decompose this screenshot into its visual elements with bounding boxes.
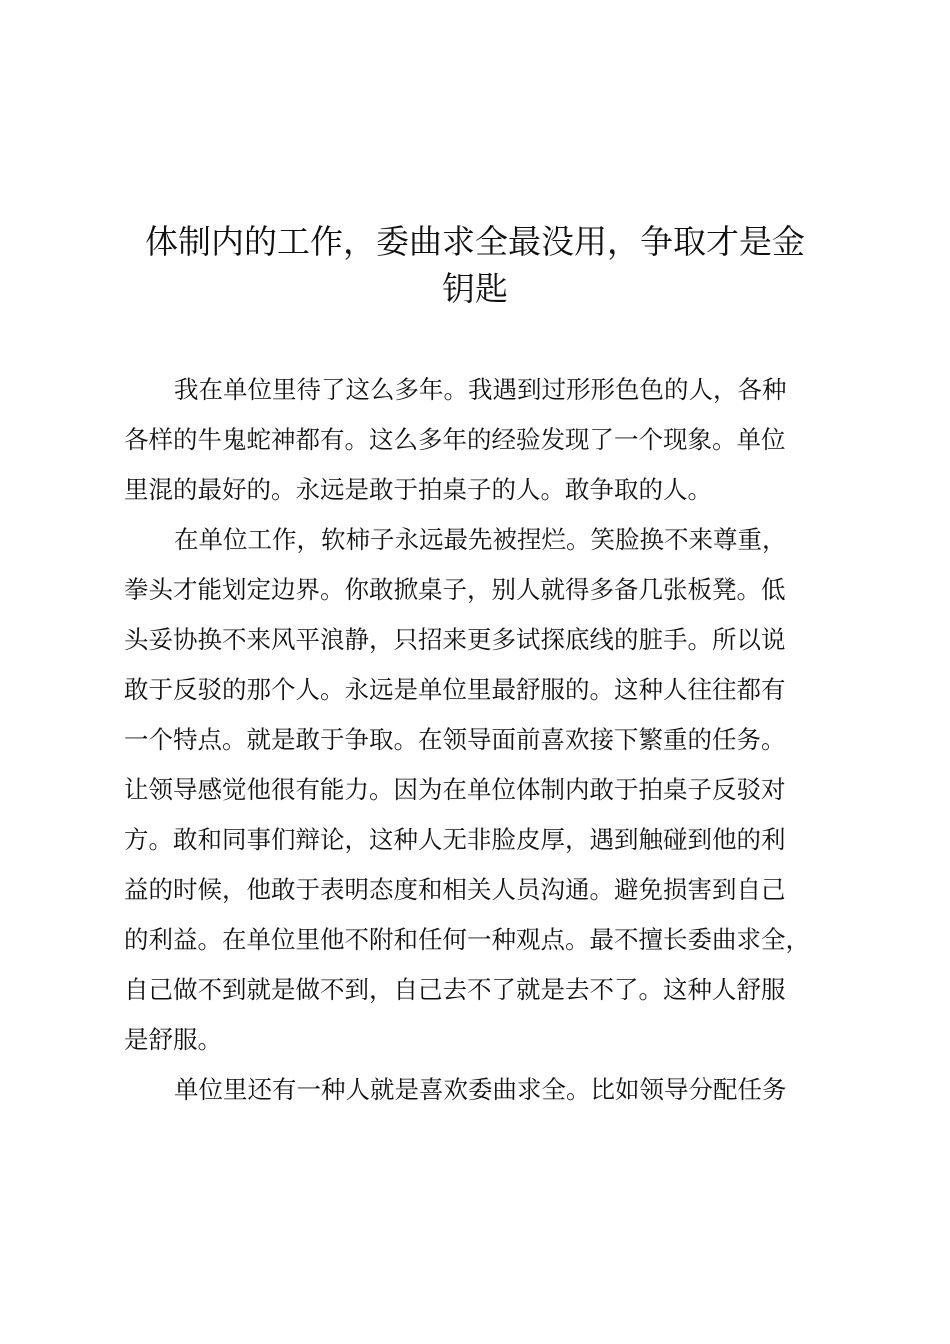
paragraph-line: 敢于反驳的那个人。永远是单位里最舒服的。这种人往往都有	[124, 675, 786, 704]
paragraph-line: 自己做不到就是做不到，自己去不了就是去不了。这种人舒服	[124, 975, 786, 1004]
paragraph-line: 益的时候，他敢于表明态度和相关人员沟通。避免损害到自己	[124, 875, 786, 904]
paragraph-line: 让领导感觉他很有能力。因为在单位体制内敢于拍桌子反驳对	[124, 775, 786, 804]
paragraph-line: 里混的最好的。永远是敢于拍桌子的人。敢争取的人。	[124, 475, 712, 504]
document-title	[0, 218, 950, 312]
title-line: 钥匙	[442, 269, 508, 308]
paragraph-line: 各样的牛鬼蛇神都有。这么多年的经验发现了一个现象。单位	[124, 425, 786, 454]
paragraph	[124, 365, 824, 515]
paragraph-line: 的利益。在单位里他不附和任何一种观点。最不擅长委曲求全，	[124, 925, 810, 954]
paragraph-line: 拳头才能划定边界。你敢掀桌子，别人就得多备几张板凳。低	[124, 575, 786, 604]
document-body	[124, 365, 824, 1115]
title-line: 体制内的工作，委曲求全最没用，争取才是金	[145, 222, 805, 261]
paragraph-line: 一个特点。就是敢于争取。在领导面前喜欢接下繁重的任务。	[124, 725, 786, 754]
paragraph-line: 方。敢和同事们辩论，这种人无非脸皮厚，遇到触碰到他的利	[124, 825, 786, 854]
paragraph-line: 头妥协换不来风平浪静，只招来更多试探底线的脏手。所以说	[124, 625, 786, 654]
paragraph	[124, 1065, 824, 1115]
paragraph-line: 在单位工作，软柿子永远最先被捏烂。笑脸换不来尊重，	[174, 525, 787, 554]
paragraph-line: 是舒服。	[124, 1025, 222, 1054]
paragraph-line: 单位里还有一种人就是喜欢委曲求全。比如领导分配任务	[174, 1075, 787, 1104]
paragraph-line: 我在单位里待了这么多年。我遇到过形形色色的人，各种	[174, 375, 787, 404]
paragraph	[124, 515, 824, 1065]
